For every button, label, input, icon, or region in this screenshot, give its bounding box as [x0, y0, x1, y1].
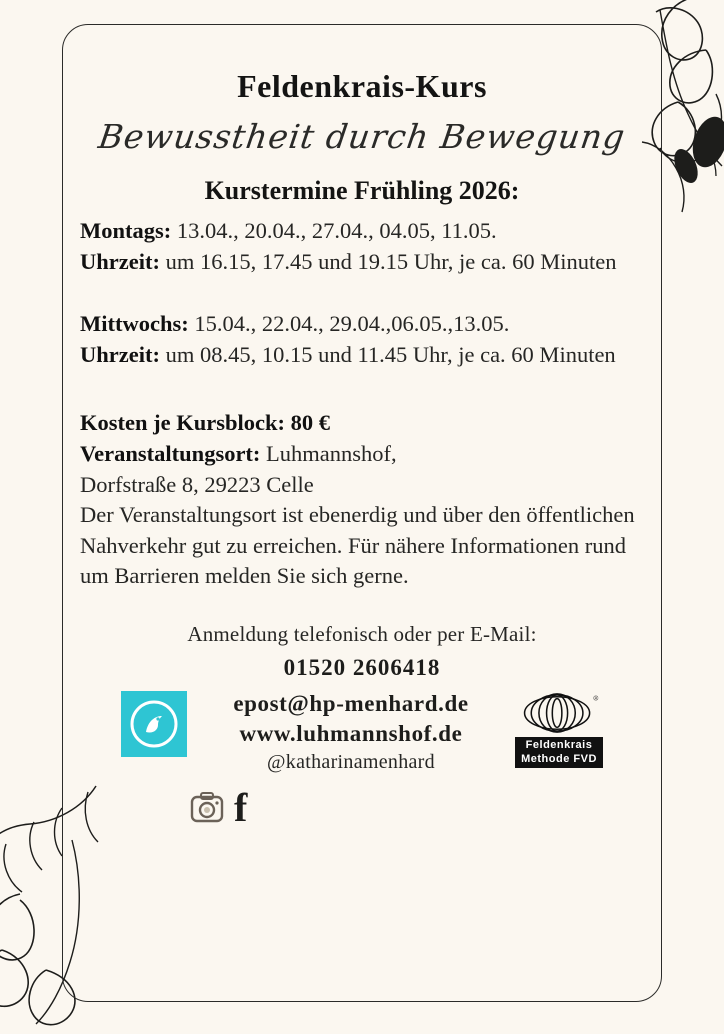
contact-row	[72, 689, 652, 774]
feldenkrais-wordmark	[515, 737, 603, 769]
schedule-block-wednesday	[72, 309, 652, 370]
contact-intro: Anmeldung telefonisch oder per E-Mail:	[187, 621, 537, 646]
poster-subtitle-script: Bewusstheit durch Bewegung	[96, 117, 628, 156]
feldenkrais-wordmark-line2: Methode FVD	[521, 752, 597, 765]
schedule-block-monday	[72, 216, 652, 277]
poster-content	[62, 24, 662, 1002]
venue-label: Veranstaltungsort:	[80, 440, 261, 466]
feldenkrais-logo	[515, 691, 603, 769]
accessibility-note: Der Veranstaltungsort ist ebenerdig und über den öffentlichen Nahverkehr gut zu erreichen. Für nähere Informationen rund um Barrieren melden Sie sich gerne.	[80, 502, 635, 589]
contact-details	[201, 689, 501, 774]
schedule-dates: 15.04., 22.04., 29.04.,06.05.,13.05.	[194, 311, 510, 337]
cost-label: Kosten je Kursblock:	[80, 410, 285, 436]
schedule-time-line	[80, 247, 644, 278]
schedule-day-label: Mittwochs:	[80, 311, 189, 337]
spacer	[72, 370, 652, 398]
details-block	[72, 408, 652, 592]
schedule-dates: 13.04., 20.04., 27.04., 04.05, 11.05.	[176, 218, 497, 243]
venue-address: Dorfstraße 8, 29223 Celle	[80, 471, 314, 497]
cost-line	[80, 408, 644, 439]
contact-phone[interactable]: 01520 2606418	[283, 654, 441, 680]
schedule-times: um 08.45, 10.15 und 11.45 Uhr, je ca. 60 Minuten	[165, 341, 616, 367]
swan-logo-icon	[128, 698, 180, 750]
facebook-icon[interactable]: f	[234, 784, 248, 830]
venue-line	[80, 439, 644, 470]
schedule-times: um 16.15, 17.45 und 19.15 Uhr, je ca. 60 Minuten	[165, 248, 617, 274]
feldenkrais-rings-icon	[515, 691, 599, 735]
schedule-time-line	[80, 340, 644, 371]
schedule-dates-line	[80, 216, 644, 247]
schedule-time-label: Uhrzeit:	[80, 248, 160, 274]
instagram-icon[interactable]	[190, 791, 224, 825]
contact-email[interactable]: epost@hp-menhard.de	[233, 690, 469, 716]
luhmannshof-logo	[121, 691, 187, 757]
schedule-day-label: Montags:	[80, 218, 172, 243]
spacer	[72, 277, 652, 299]
feldenkrais-wordmark-line1: Feldenkrais	[525, 738, 593, 751]
page-title: Feldenkrais-Kurs	[237, 68, 487, 104]
svg-text:®: ®	[593, 695, 599, 703]
contact-website[interactable]: www.luhmannshof.de	[239, 720, 463, 746]
venue-value: Luhmannshof,	[266, 440, 397, 466]
cost-value: 80 €	[290, 410, 330, 436]
contact-social-handle[interactable]: @katharinamenhard	[267, 750, 435, 773]
schedule-time-label: Uhrzeit:	[80, 341, 160, 367]
schedule-dates-line	[80, 309, 644, 340]
section-heading-dates: Kurstermine Frühling 2026:	[204, 176, 520, 205]
social-icons-row	[72, 784, 652, 830]
